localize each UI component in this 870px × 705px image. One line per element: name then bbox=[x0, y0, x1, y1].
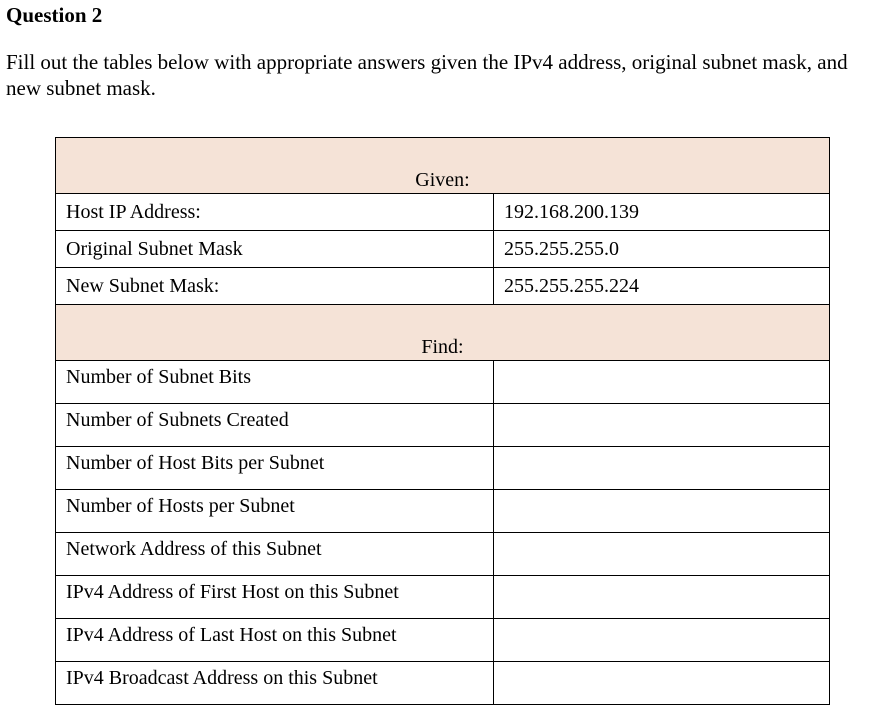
given-label-original-mask: Original Subnet Mask bbox=[56, 231, 494, 268]
find-header: Find: bbox=[56, 305, 830, 361]
answer-cell-subnets-created[interactable] bbox=[494, 404, 830, 447]
find-label-hosts-per-subnet: Number of Hosts per Subnet bbox=[56, 490, 494, 533]
find-label-first-host: IPv4 Address of First Host on this Subnet bbox=[56, 576, 494, 619]
find-row-broadcast-address bbox=[56, 662, 830, 705]
given-row-original-mask bbox=[56, 231, 830, 268]
find-label-last-host: IPv4 Address of Last Host on this Subnet bbox=[56, 619, 494, 662]
given-row-host-ip bbox=[56, 194, 830, 231]
answer-cell-broadcast-address[interactable] bbox=[494, 662, 830, 705]
find-row-first-host bbox=[56, 576, 830, 619]
given-label-new-mask: New Subnet Mask: bbox=[56, 268, 494, 305]
answer-cell-host-bits[interactable] bbox=[494, 447, 830, 490]
find-header-row bbox=[56, 305, 830, 361]
find-label-host-bits: Number of Host Bits per Subnet bbox=[56, 447, 494, 490]
find-row-subnets-created bbox=[56, 404, 830, 447]
answer-cell-network-address[interactable] bbox=[494, 533, 830, 576]
given-value-new-mask: 255.255.255.224 bbox=[494, 268, 830, 305]
find-row-last-host bbox=[56, 619, 830, 662]
find-label-subnets-created: Number of Subnets Created bbox=[56, 404, 494, 447]
given-header: Given: bbox=[56, 138, 830, 194]
answer-cell-hosts-per-subnet[interactable] bbox=[494, 490, 830, 533]
find-label-broadcast-address: IPv4 Broadcast Address on this Subnet bbox=[56, 662, 494, 705]
answer-cell-subnet-bits[interactable] bbox=[494, 361, 830, 404]
answer-cell-last-host[interactable] bbox=[494, 619, 830, 662]
given-row-new-mask bbox=[56, 268, 830, 305]
find-row-subnet-bits bbox=[56, 361, 830, 404]
find-label-subnet-bits: Number of Subnet Bits bbox=[56, 361, 494, 404]
answer-cell-first-host[interactable] bbox=[494, 576, 830, 619]
subnet-table bbox=[55, 137, 830, 705]
given-value-host-ip: 192.168.200.139 bbox=[494, 194, 830, 231]
find-row-host-bits bbox=[56, 447, 830, 490]
given-label-host-ip: Host IP Address: bbox=[56, 194, 494, 231]
question-instructions: Fill out the tables below with appropriate answers given the IPv4 address, original subnet mask, and new subnet mask. bbox=[6, 50, 848, 100]
find-row-hosts-per-subnet bbox=[56, 490, 830, 533]
given-header-row bbox=[56, 138, 830, 194]
given-value-original-mask: 255.255.255.0 bbox=[494, 231, 830, 268]
question-title: Question 2 bbox=[6, 3, 103, 27]
find-row-network-address bbox=[56, 533, 830, 576]
find-label-network-address: Network Address of this Subnet bbox=[56, 533, 494, 576]
